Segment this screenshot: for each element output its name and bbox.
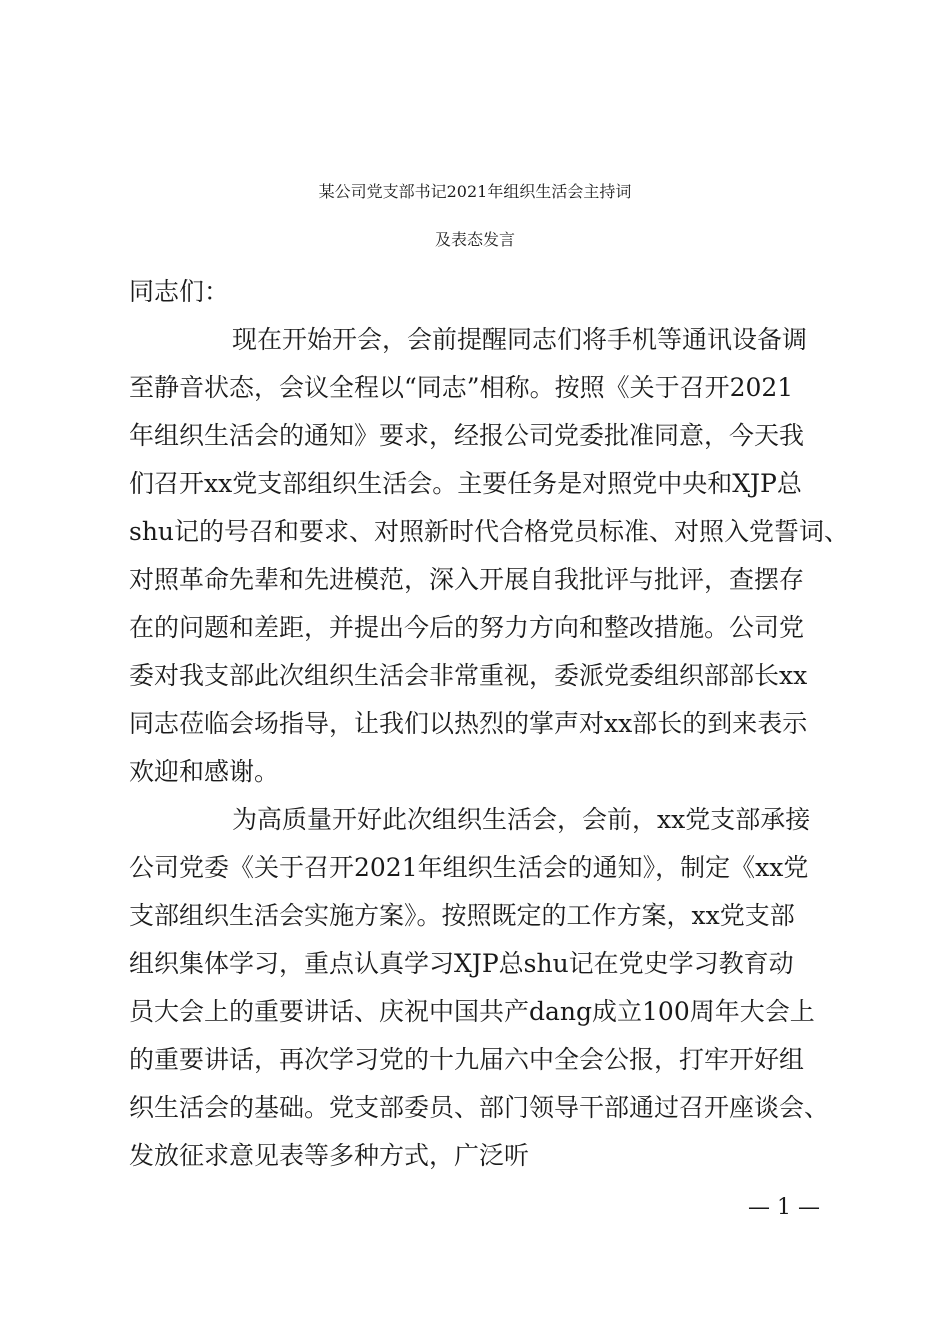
paragraph-line: 支部组织生活会实施方案》。按照既定的工作方案，xx党支部 [129, 901, 795, 930]
salutation: 同志们： [129, 277, 230, 306]
paragraph-line: 为高质量开好此次组织生活会，会前，xx党支部承接 [232, 805, 811, 834]
paragraph-line: 们召开xx党支部组织生活会。主要任务是对照党中央和XJP总 [129, 469, 802, 498]
page-number: — 1 — [748, 1195, 820, 1220]
paragraph-line: 在的问题和差距，并提出今后的努力方向和整改措施。公司党 [129, 613, 805, 642]
paragraph-line: 对照革命先辈和先进模范，深入开展自我批评与批评，查摆存 [129, 565, 805, 594]
paragraph-line: shu记的号召和要求、对照新时代合格党员标准、对照入党誓词、 [129, 517, 850, 546]
paragraph-line: 年组织生活会的通知》要求，经报公司党委批准同意，今天我 [129, 421, 805, 450]
paragraph-line: 的重要讲话，再次学习党的十九届六中全会公报，打牢开好组 [129, 1045, 805, 1074]
paragraph-line: 委对我支部此次组织生活会非常重视，委派党委组织部部长xx [129, 661, 808, 690]
paragraph-line: 现在开始开会，会前提醒同志们将手机等通讯设备调 [232, 325, 808, 354]
paragraph-line: 欢迎和感谢。 [129, 757, 280, 786]
title-line-2: 及表态发言 [434, 230, 515, 249]
paragraph-line: 织生活会的基础。党支部委员、部门领导干部通过召开座谈会、 [129, 1093, 830, 1122]
paragraph-line: 至静音状态，会议全程以“同志”相称。按照《关于召开2021 [129, 373, 794, 402]
title-line-1: 某公司党支部书记2021年组织生活会主持词 [318, 182, 632, 201]
paragraph-line: 同志莅临会场指导，让我们以热烈的掌声对xx部长的到来表示 [129, 709, 808, 738]
paragraph-line: 员大会上的重要讲话、庆祝中国共产dang成立100周年大会上 [129, 997, 815, 1026]
paragraph-line: 组织集体学习，重点认真学习XJP总shu记在党史学习教育动 [129, 949, 794, 978]
paragraph-line: 公司党委《关于召开2021年组织生活会的通知》，制定《xx党 [129, 853, 809, 882]
paragraph-line: 发放征求意见表等多种方式，广泛听 [129, 1141, 530, 1170]
